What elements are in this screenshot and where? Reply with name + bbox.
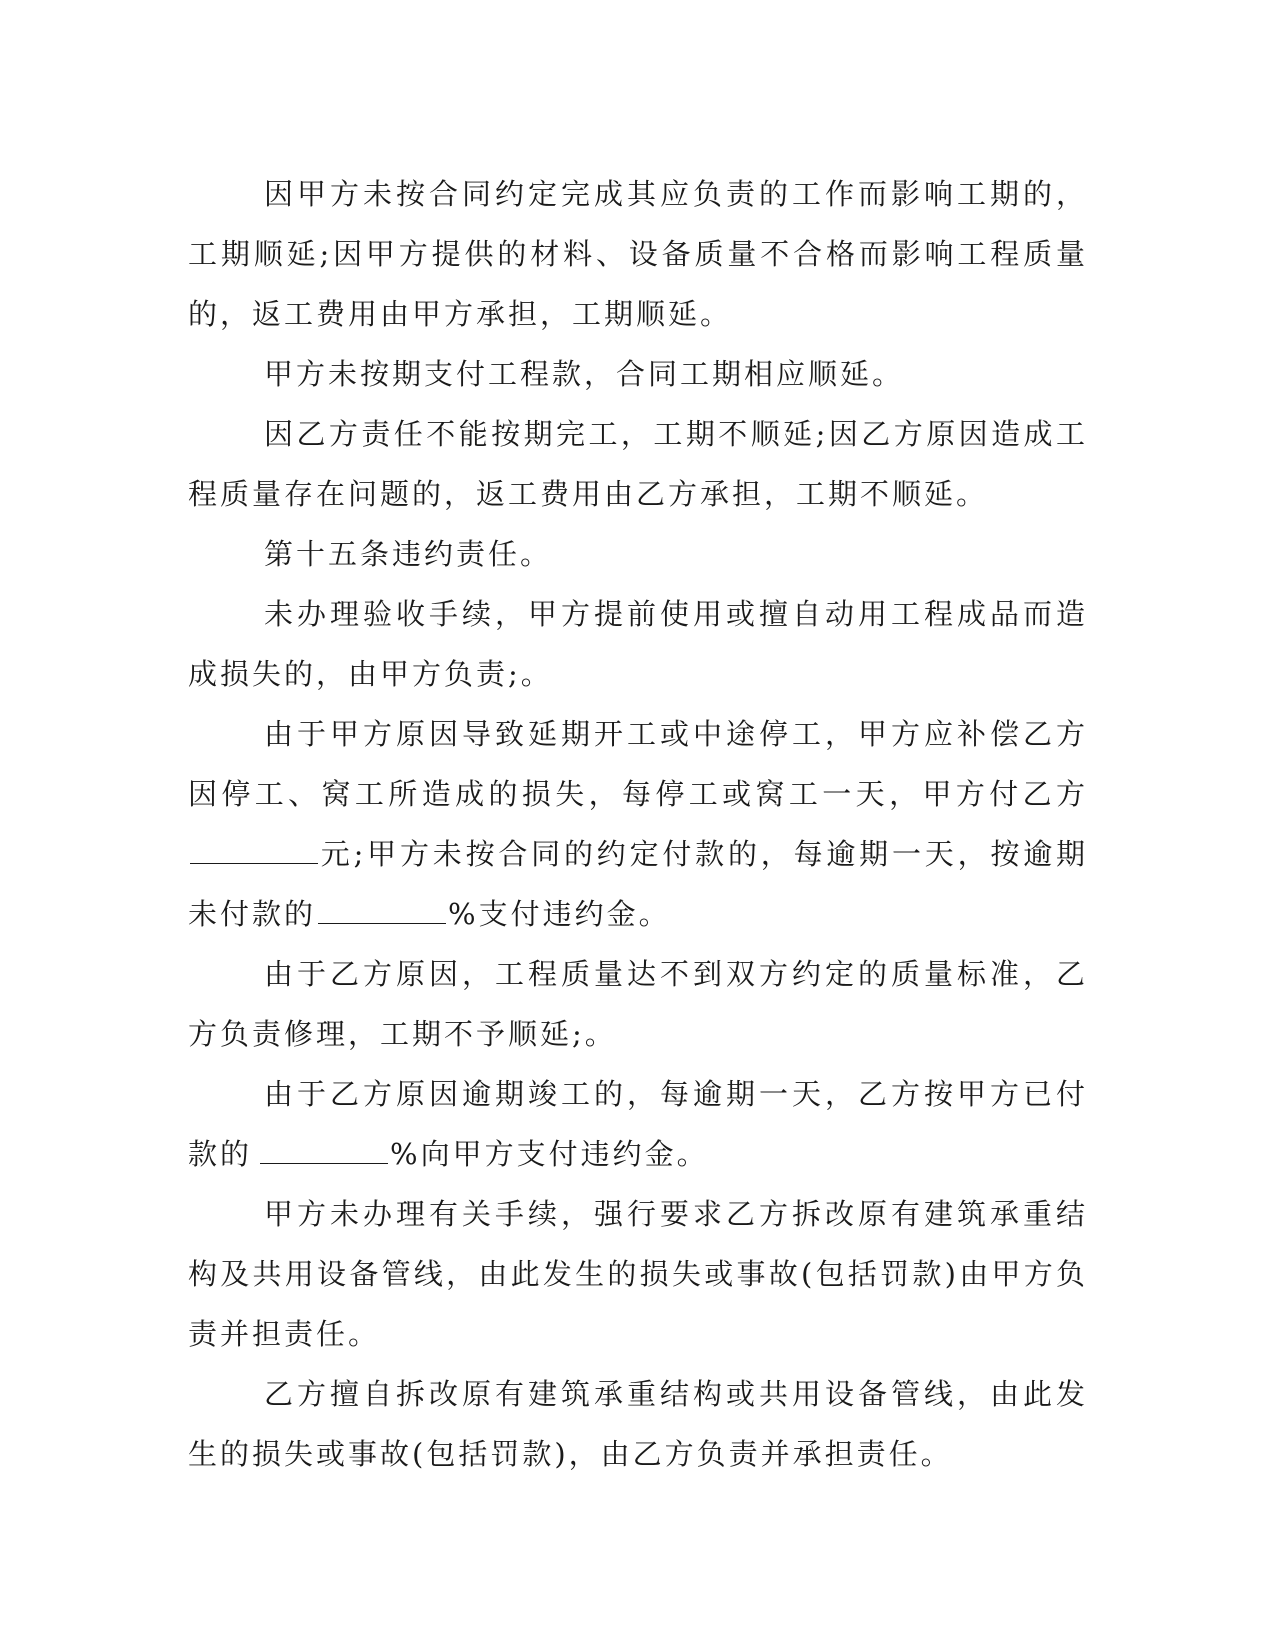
blank-late-payment-rate xyxy=(318,901,446,924)
paragraph-party-a-structural-changes: 甲方未办理有关手续，强行要求乙方拆改原有建筑承重结构及共用设备管线，由此发生的损失或事故(包括罚款)由甲方负责并担责任。 xyxy=(188,1197,1088,1351)
paragraph-party-a-penalty xyxy=(188,704,1088,944)
paragraph-payment-delay: 甲方未按期支付工程款，合同工期相应顺延。 xyxy=(264,357,905,391)
paragraph-schedule-delay-party-a: 因甲方未按合同约定完成其应负责的工作而影响工期的，工期顺延;因甲方提供的材料、设备质量不合格而影响工程质量的，返工费用由甲方承担，工期顺延。 xyxy=(188,177,1088,331)
section-heading-article-15: 第十五条违约责任。 xyxy=(264,537,553,571)
paragraph-party-b-late-completion xyxy=(188,1064,1088,1184)
paragraph-unaccepted-use: 未办理验收手续，甲方提前使用或擅自动用工程成品而造成损失的，由甲方负责;。 xyxy=(188,597,1088,691)
paragraph-party-b-late-completion-part-1: 由于乙方原因逾期竣工的，每逾期一天，乙方按甲方已付款的 xyxy=(188,1077,1088,1171)
document-body xyxy=(188,164,1088,1484)
paragraph-schedule-delay-party-b: 因乙方责任不能按期完工，工期不顺延;因乙方原因造成工程质量存在问题的，返工费用由乙方承担，工期不顺延。 xyxy=(188,417,1088,511)
blank-daily-compensation-amount xyxy=(190,841,318,864)
blank-late-completion-rate xyxy=(260,1141,388,1164)
paragraph-quality-repair: 由于乙方原因，工程质量达不到双方约定的质量标准，乙方负责修理，工期不予顺延;。 xyxy=(188,957,1088,1051)
paragraph-party-a-penalty-part-2: 元;甲方未按合同的约定付款的，每逾期一天，按逾期未付款的 xyxy=(188,837,1088,931)
paragraph-party-a-penalty-part-3: %支付违约金。 xyxy=(448,897,671,931)
paragraph-party-a-penalty-part-1: 由于甲方原因导致延期开工或中途停工，甲方应补偿乙方因停工、窝工所造成的损失，每停工或窝工一天，甲方付乙方 xyxy=(188,717,1088,811)
paragraph-party-b-late-completion-part-2: %向甲方支付违约金。 xyxy=(390,1137,709,1171)
paragraph-party-b-structural-changes: 乙方擅自拆改原有建筑承重结构或共用设备管线，由此发生的损失或事故(包括罚款)，由乙方负责并承担责任。 xyxy=(188,1377,1088,1471)
